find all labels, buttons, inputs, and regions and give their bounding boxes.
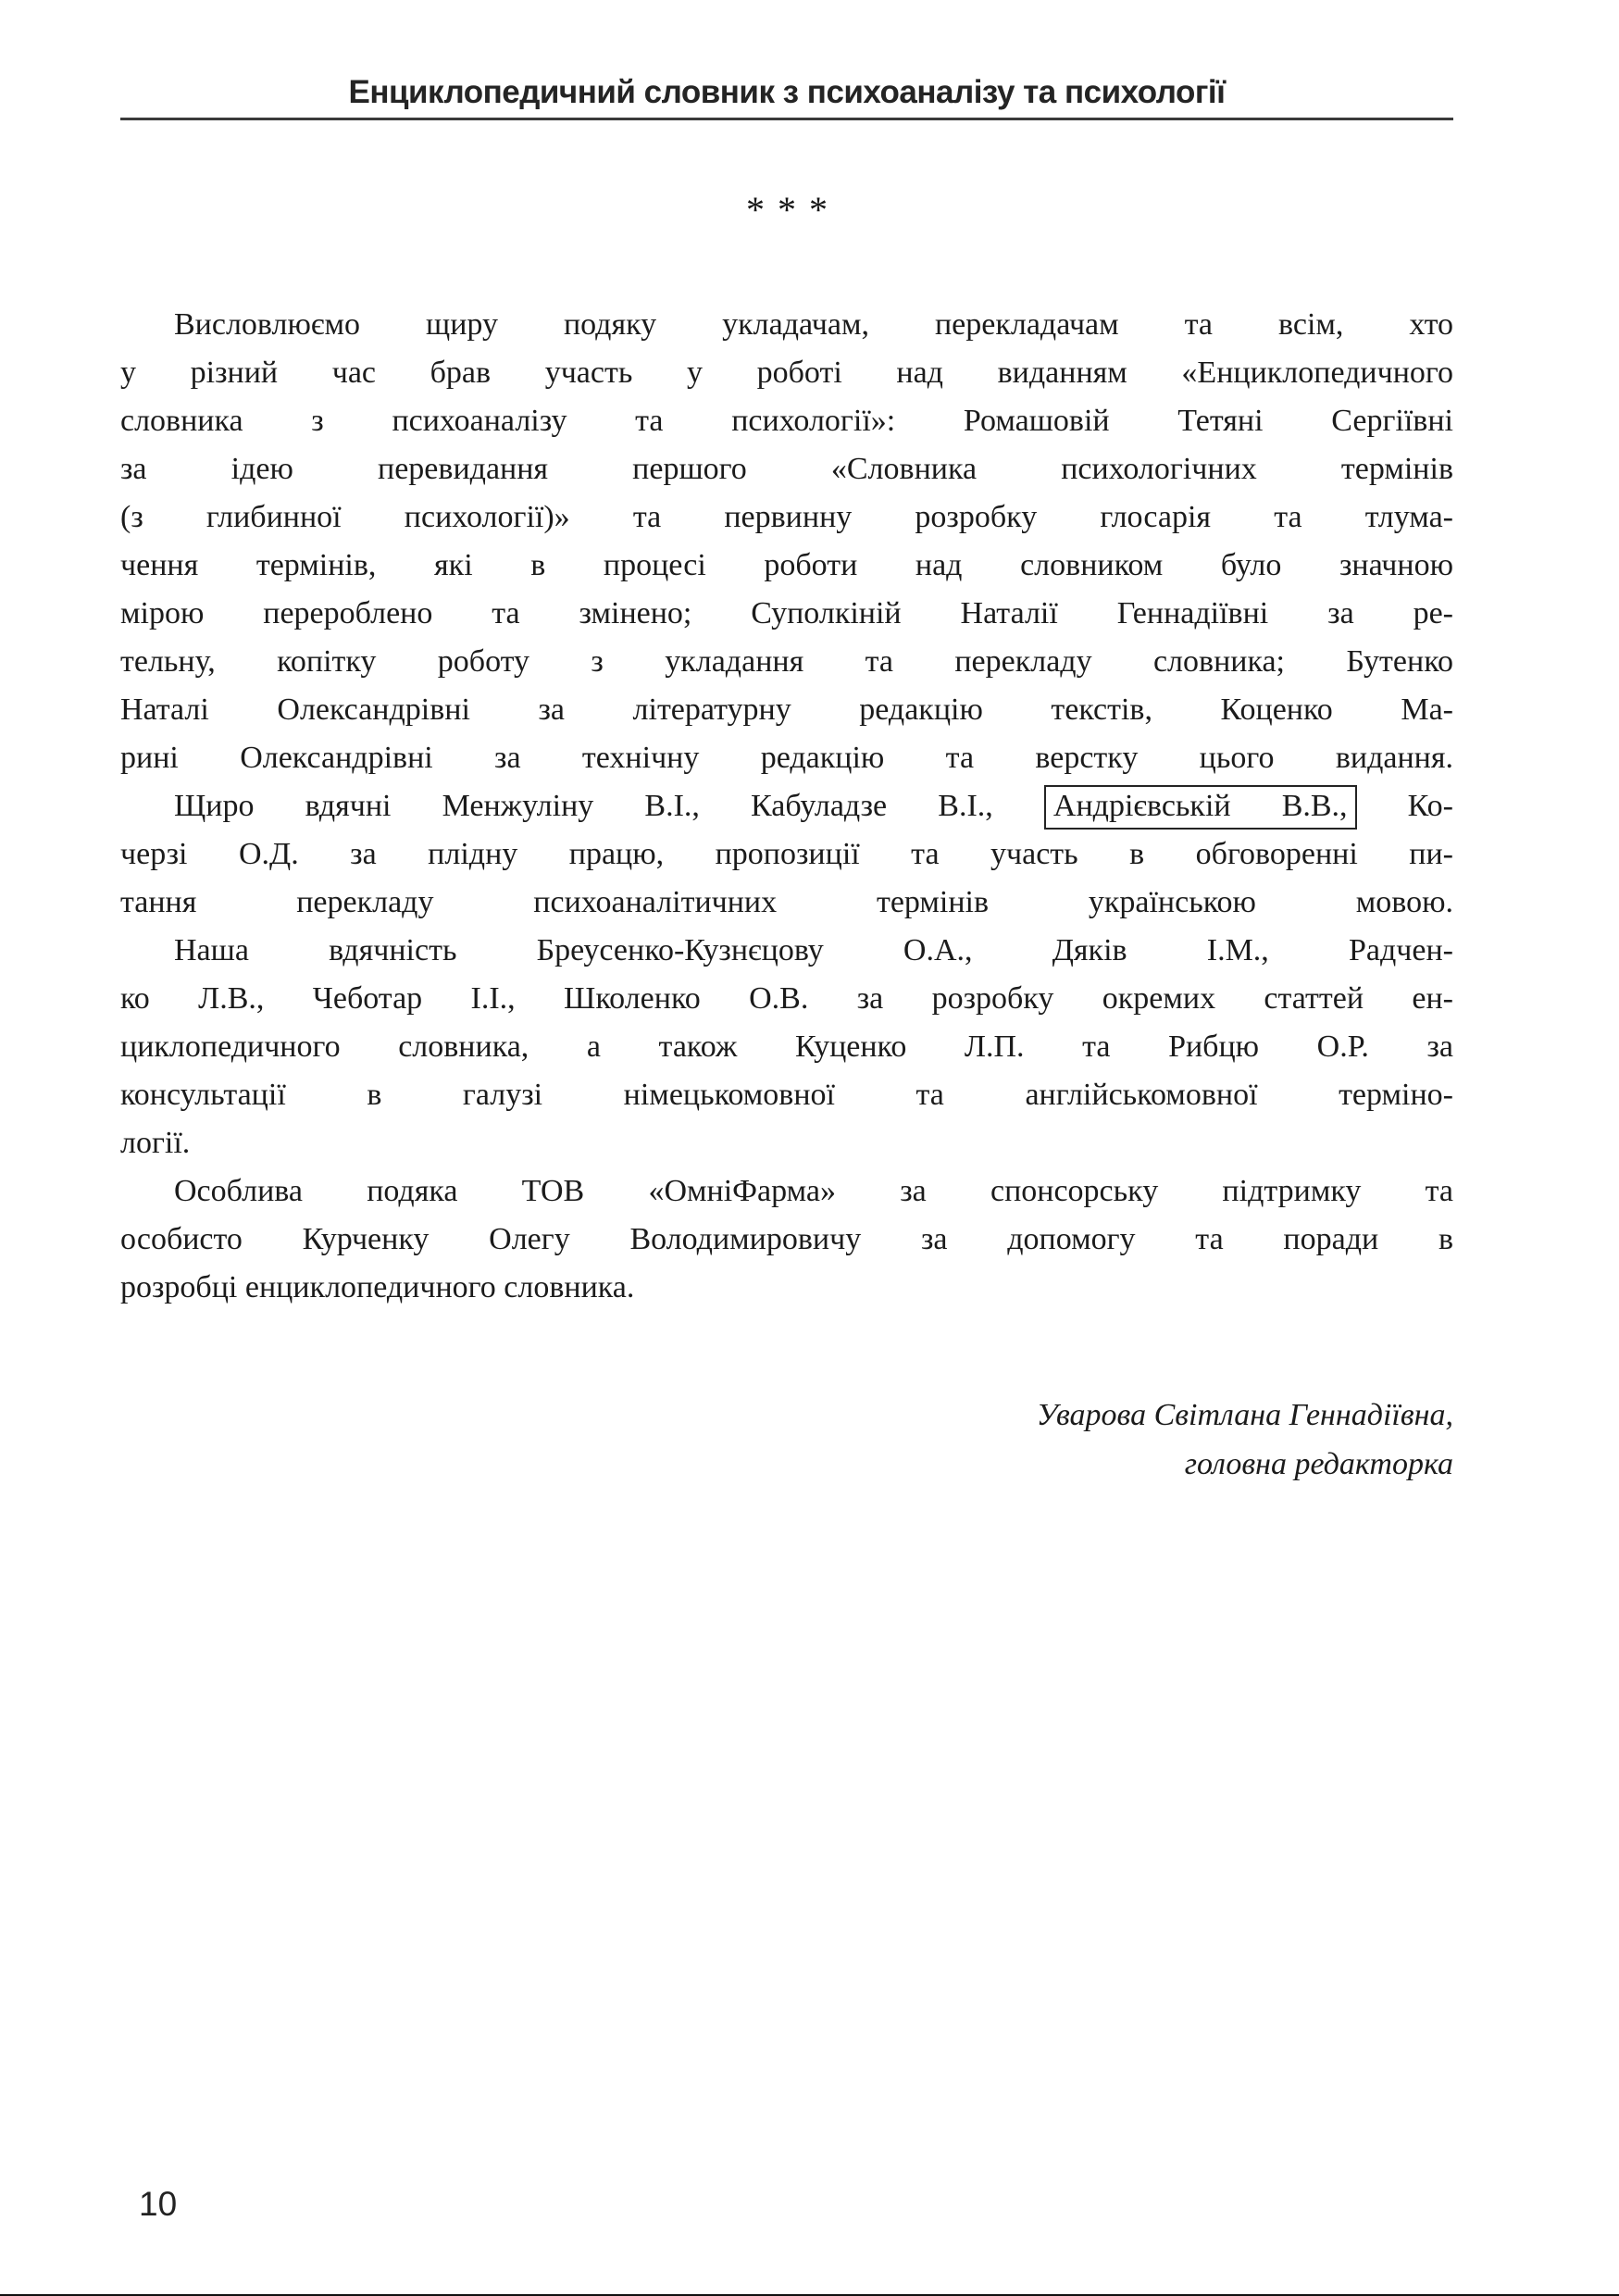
text-line xyxy=(120,349,1453,397)
text-run: чення термінів, які в процесі роботи над словником було значною xyxy=(120,548,1453,582)
text-line xyxy=(120,301,1453,349)
text-run: черзі О.Д. за плідну працю, пропозиції та участь в обговоренні пи- xyxy=(120,837,1453,871)
text-run: Особлива подяка ТОВ «ОмніФарма» за спонсорську підтримку та xyxy=(174,1174,1453,1208)
text-run: розробці енциклопедичного словника. xyxy=(120,1270,635,1304)
text-run: особисто Курченку Олегу Володимировичу за допомогу та поради в xyxy=(120,1222,1453,1256)
text-run: рині Олександрівні за технічну редакцію та верстку цього видання. xyxy=(120,741,1453,775)
page-number: 10 xyxy=(139,2185,178,2223)
text-run: Наталі Олександрівні за літературну редакцію текстів, Коценко Ма- xyxy=(120,693,1453,727)
text-run: (з глибинної психології)» та первинну розробку глосарія та тлума- xyxy=(120,500,1453,534)
boxed-name-highlight: Андрієвській В.В., xyxy=(1044,785,1357,830)
text-run: тання перекладу психоаналітичних термінів українською мовою. xyxy=(120,885,1453,919)
section-divider-stars: * * * xyxy=(746,189,828,231)
text-run: консультації в галузі німецькомовної та англійськомовної терміно- xyxy=(120,1078,1453,1112)
text-line xyxy=(120,1119,1453,1167)
text-line xyxy=(120,830,1453,879)
text-line xyxy=(120,1264,1453,1312)
text-line xyxy=(120,542,1453,590)
running-header-title: Енциклопедичний словник з психоаналізу та психології xyxy=(348,74,1226,110)
text-line xyxy=(120,1216,1453,1264)
text-run: словника з психоаналізу та психології»: Ромашовій Тетяні Сергіївні xyxy=(120,404,1453,438)
text-run: у різний час брав участь у роботі над виданням «Енциклопедичного xyxy=(120,356,1453,390)
text-run: Наша вдячність Бреусенко-Кузнєцову О.А., Дяків І.М., Радчен- xyxy=(174,933,1453,967)
text-line xyxy=(120,445,1453,493)
text-run: циклопедичного словника, а також Куценко Л.П. та Рибцю О.Р. за xyxy=(120,1029,1453,1064)
body-text xyxy=(120,301,1453,1312)
text-line xyxy=(120,1023,1453,1071)
text-run: Ко- xyxy=(1356,789,1453,823)
signature-block xyxy=(120,1391,1453,1489)
header-rule xyxy=(120,118,1453,120)
text-line xyxy=(120,975,1453,1023)
text-line xyxy=(120,493,1453,542)
text-line xyxy=(120,879,1453,927)
text-run: за ідею перевидання першого «Словника психологічних термінів xyxy=(120,452,1453,486)
text-line xyxy=(120,590,1453,638)
text-run: Щиро вдячні Менжуліну В.І., Кабуладзе В.І., xyxy=(174,789,1044,823)
text-line xyxy=(120,734,1453,782)
text-run: тельну, копітку роботу з укладання та перекладу словника; Бутенко xyxy=(120,644,1453,679)
text-line xyxy=(120,927,1453,975)
text-line xyxy=(120,1071,1453,1119)
text-run: мірою перероблено та змінено; Суполкіній Наталії Геннадіївні за ре- xyxy=(120,596,1453,630)
text-line xyxy=(120,686,1453,734)
text-line xyxy=(120,1167,1453,1216)
text-run: логії. xyxy=(120,1126,191,1160)
text-run: ко Л.В., Чеботар І.І., Школенко О.В. за розробку окремих статтей ен- xyxy=(120,981,1453,1016)
text-line xyxy=(120,782,1453,830)
signature-role: головна редакторка xyxy=(1184,1447,1453,1481)
text-run: Висловлюємо щиру подяку укладачам, перекладачам та всім, хто xyxy=(174,307,1453,342)
signature-name: Уварова Світлана Геннадіївна, xyxy=(1036,1398,1453,1432)
text-line xyxy=(120,397,1453,445)
text-line xyxy=(120,638,1453,686)
